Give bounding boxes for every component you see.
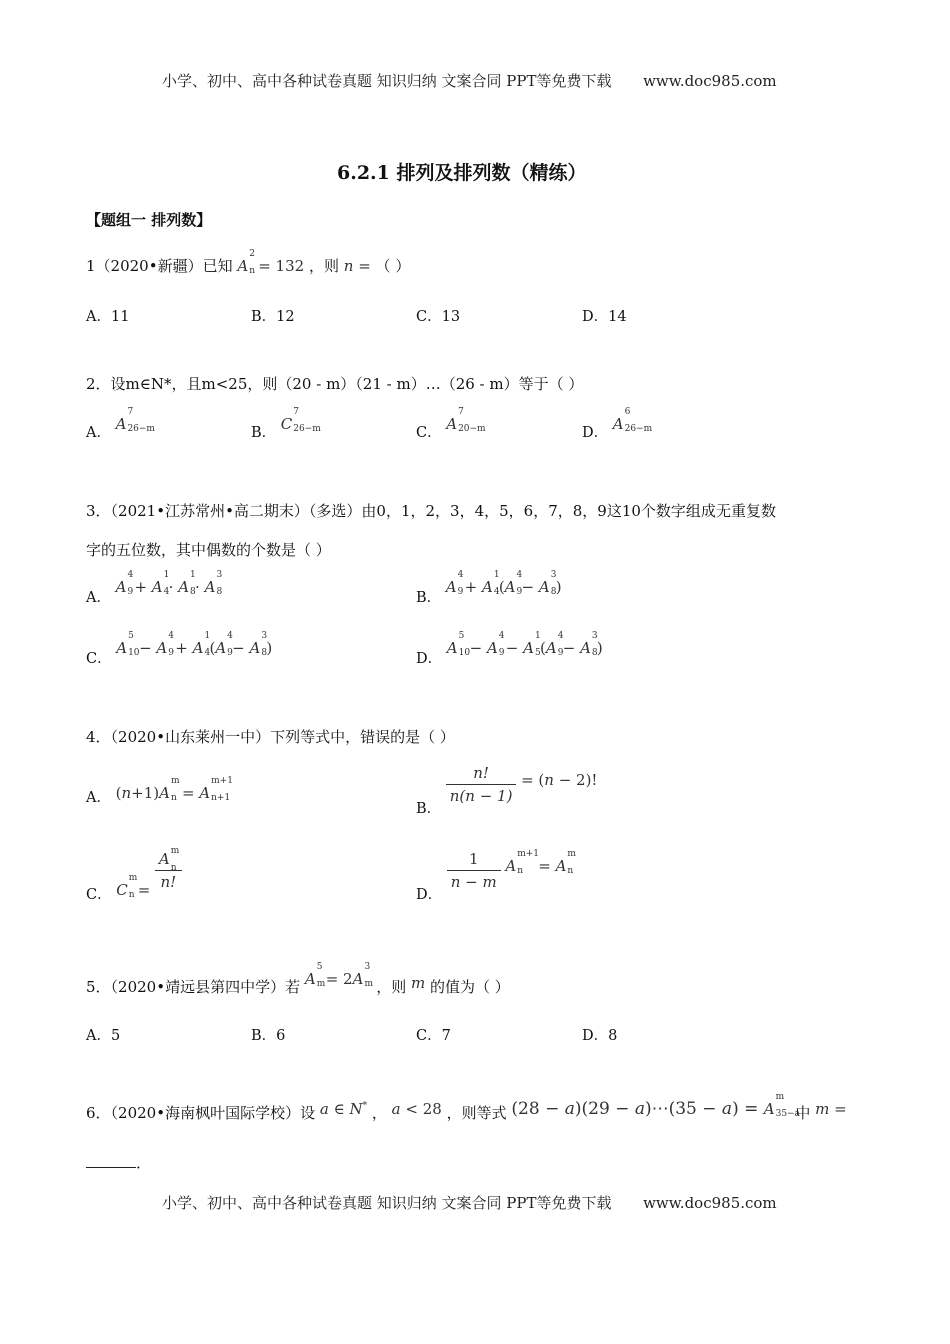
q3-option-d: D． A 5 10 − A 4 9 − A 1 5 (A 4 9 − A 3 8 ) [416,631,603,667]
q2-option-c: C． A 7 20−m [416,407,486,441]
q2-option-a: A． A 7 26−m [86,407,155,441]
header-site: www.doc985.com [643,72,777,90]
q3-option-c: C． A 5 10 − A 4 9 + A 1 4 (A 4 9 − A 3 8 ) [86,631,273,667]
q3-option-a: A． A 4 9 + A 1 4 · A 1 8 · A 3 8 [86,570,223,606]
q5-option-d: D．8 [582,1028,618,1044]
q4-option-c: C． C m n = A m n n! [86,848,182,893]
q6-answer-blank: ． [86,1152,151,1173]
q1-option-d: D．14 [582,309,627,325]
q5-option-c: C．7 [416,1028,451,1044]
q4-option-a: A． (n+1)A m n = A m+1 n+1 [86,776,233,806]
q5-option-a: A．5 [86,1028,121,1044]
q4-option-d: D． $\frac{1}{n - m}$ A m+1 n = A m n [416,848,576,903]
question-2: 2．设m∈N*，且m<25，则（20 - m）（21 - m）…（26 - m）等于（ ） [86,375,584,393]
q3-option-b: B． A 4 9 + A 1 4 (A 4 9 − A 3 8 ) [416,570,562,606]
question-3-line2: 字的五位数，其中偶数的个数是（ ） [86,541,331,559]
q1-option-a: A．11 [86,309,130,325]
question-6: 6．（2020•海南枫叶国际学校）设 a ∈ N* ， a < 28 ，则等式 (28 − a)(29 − a)⋯(35 − a) = A m 35−a 中 m = [86,1092,847,1122]
q2-option-d: D． A 6 26−m [582,407,653,441]
question-3-line1: 3．（2021•江苏常州•高二期末）（多选）由0，1，2，3，4，5，6，7，8，9这10个数字组成无重复数 [86,502,776,520]
q1-option-c: C．13 [416,309,461,325]
q1-formula: A 2 n = 132 [237,249,305,276]
page-footer [162,1192,777,1213]
page-title: 6.2.1 排列及排列数（精练） [337,162,587,184]
page-header [162,70,777,91]
question-1: 1（2020•新疆）已知 A 2 n = 132 ，则 n = （ ） [86,249,411,276]
q2-option-b: B． C 7 26−m [251,407,321,441]
header-text: 小学、初中、高中各种试卷真题 知识归纳 文案合同 PPT等免费下载 [162,72,612,90]
q1-var: n = [343,257,371,275]
q5-option-b: B．6 [251,1028,286,1044]
question-5: 5．（2020•靖远县第四中学）若 A 5 m = 2A 3 m ，则 m 的值为（ ） [86,962,510,996]
q1-option-b: B．12 [251,309,295,325]
question-4: 4．（2020•山东莱州一中）下列等式中，错误的是（ ） [86,728,455,746]
footer-site: www.doc985.com [643,1194,777,1212]
footer-text: 小学、初中、高中各种试卷真题 知识归纳 文案合同 PPT等免费下载 [162,1194,612,1212]
q4-option-b: B． $\frac{n!}{n(n - 1)}$ = (n − 2)! [416,764,598,817]
group-heading: 【题组一 排列数】 [86,211,212,229]
